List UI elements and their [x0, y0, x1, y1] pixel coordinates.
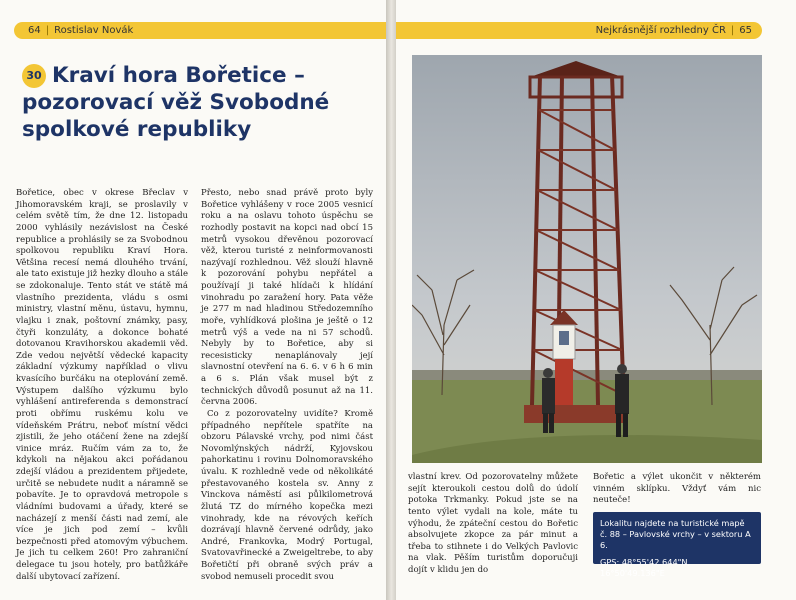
right-column-1 — [408, 472, 578, 577]
chapter-title-text: Kraví hora Bořetice – pozorovací věž Svobodné spolkové republiky — [22, 63, 330, 142]
map-note: Lokalitu najdete na turistické mapě č. 88 – Pavlovské vrchy – v sektoru A 6. — [600, 518, 751, 551]
horizon-hills — [412, 370, 762, 380]
tower-photo — [412, 55, 762, 463]
header-separator: | — [730, 25, 735, 36]
paragraph: Přesto, nebo snad právě proto byly Bořetice vyhlášeny v roce 2005 vesnicí roku a na oslavu tohoto úspěchu se rozhodly postavit na kopci nad obcí 15 metrů vysokou dřevěnou pozorovací věž, kterou turisté z neinformovanosti nazývají rozhlednou. Věž slouží hlavně k pozorování pohybu nepřátel a používají ji také hlídači k hlídání vinohradu po zaražení hory. Pata věže je 277 m nad hladinou Středozemního moře, vyhlídková plošina je ještě o 12 metrů výš a vede na ni 57 schodů. Nebyly by to Bořetice, aby si recesisticky nenaplánovaly její slavnostní otevření na 6. 6. v 6 h 6 min a 6 s. Plán však musel být z technických důvodů posunut až na 11. června 2006. — [201, 188, 373, 408]
left-page-number: 64 — [28, 25, 41, 36]
right-running-header — [396, 22, 762, 39]
paragraph: Bořetic a výlet ukončit v některém vinném sklípku. Vždyť vám nic neuteče! — [593, 472, 761, 506]
left-page — [0, 0, 388, 600]
paragraph: vlastní krev. Od pozorovatelny můžete sejít kteroukoli cestou dolů do údolí potoka Trkmanky. Pokud jste se na tento výlet vydali na kole, máte tu výhodu, že zpáteční cestou do Bořetic absolvujete zkopce za pár minut a třeba to stihnete i do Velkých Pavlovic na vlak. Pěším turistům doporučuji dojít v klidu jen do — [408, 472, 578, 575]
author-name: Rostislav Novák — [54, 25, 134, 36]
paragraph: Co z pozorovatelny uvidíte? Kromě případného nepřítele spatříte na obzoru Pálavské vrchy, pod nimi část Novomlýnských nádrží, Kyjovskou pahorkatinu i rovinu Dolnomoravského úvalu. K rozhledně vede od několikáté přestavovaného kostela sv. Anny z Vinckova náměstí asi půlkilometrová žlutá TZ do mírného kopečka mezi vinohrady, kde na révových keřích dozrávají hlavně červené odrůdy, jako André, Frankovka, Modrý Portugal, Svatovavřinecké a Zweigeltrebe, to aby Bořetičtí při obraně svých práv a svobod nemuseli procedit svou — [201, 408, 373, 582]
location-infobox — [593, 512, 761, 578]
gps-coordinates: GPS: 48°55'42.644"N, 16°50'49.136"E — [600, 556, 691, 578]
running-title: Nejkrásnější rozhledny ČR — [595, 25, 726, 36]
header-separator: | — [45, 25, 50, 36]
left-column-1 — [16, 188, 188, 583]
right-page — [396, 0, 796, 600]
right-column-2 — [593, 472, 761, 507]
right-page-number: 65 — [739, 25, 752, 36]
chapter-number-badge: 30 — [22, 64, 46, 88]
tower-photo-illustration — [412, 55, 762, 463]
left-column-2 — [201, 188, 373, 583]
chapter-title — [22, 62, 372, 143]
left-running-header — [14, 22, 388, 39]
paragraph: Bořetice, obec v okrese Břeclav v Jihomoravském kraji, se proslavily v celém světě tím, že dne 12. listopadu 2000 vyhlásily nezávislost na České republice a prohlásily se za Svobodnou spolkovou republiku Kraví Hora. Většina recesí nemá dlouhého trvání, ale tato existuje již hezky dlouho a stále se zdokonaluje. Tento stát ve státě má vlastního prezidenta, vládu s osmi ministry, vlastní měnu, ústavu, hymnu, vlajku i znak, poštovní známky, pasy, čtyři konzuláty, a dokonce bohaté dotovanou Kravihorskou akademii věd. Zde vedou největší vědecké kapacity základní výzkumy například o vlivu kvasícího burčáku na oteplování země. Výstupem dalšího výzkumu bylo vyhlášení antireferenda s demonstrací proti obřímu ruskému kolu ve vídeňském Prátru, neboť místní vědci zjistili, že jeho otáčení žene na zdejší vinice mráz. Ručím vám za to, že kdykoli na nějakou akci pořádanou zdejší vládou a prezidentem přijedete, určitě se nebudete nudit a náramně se pobavíte. Je to opravdová metropole s vládními budovami a úřady, které se nacházejí z menší části nad zemí, ale více je jich pod zemí – kvůli bezpečnosti před atomovým výbuchem. Je jich tu celkem 260! Pro zahraniční delegace tu jsou hotely, pro batůžkáře další ubytovací zařízení. — [16, 188, 188, 582]
